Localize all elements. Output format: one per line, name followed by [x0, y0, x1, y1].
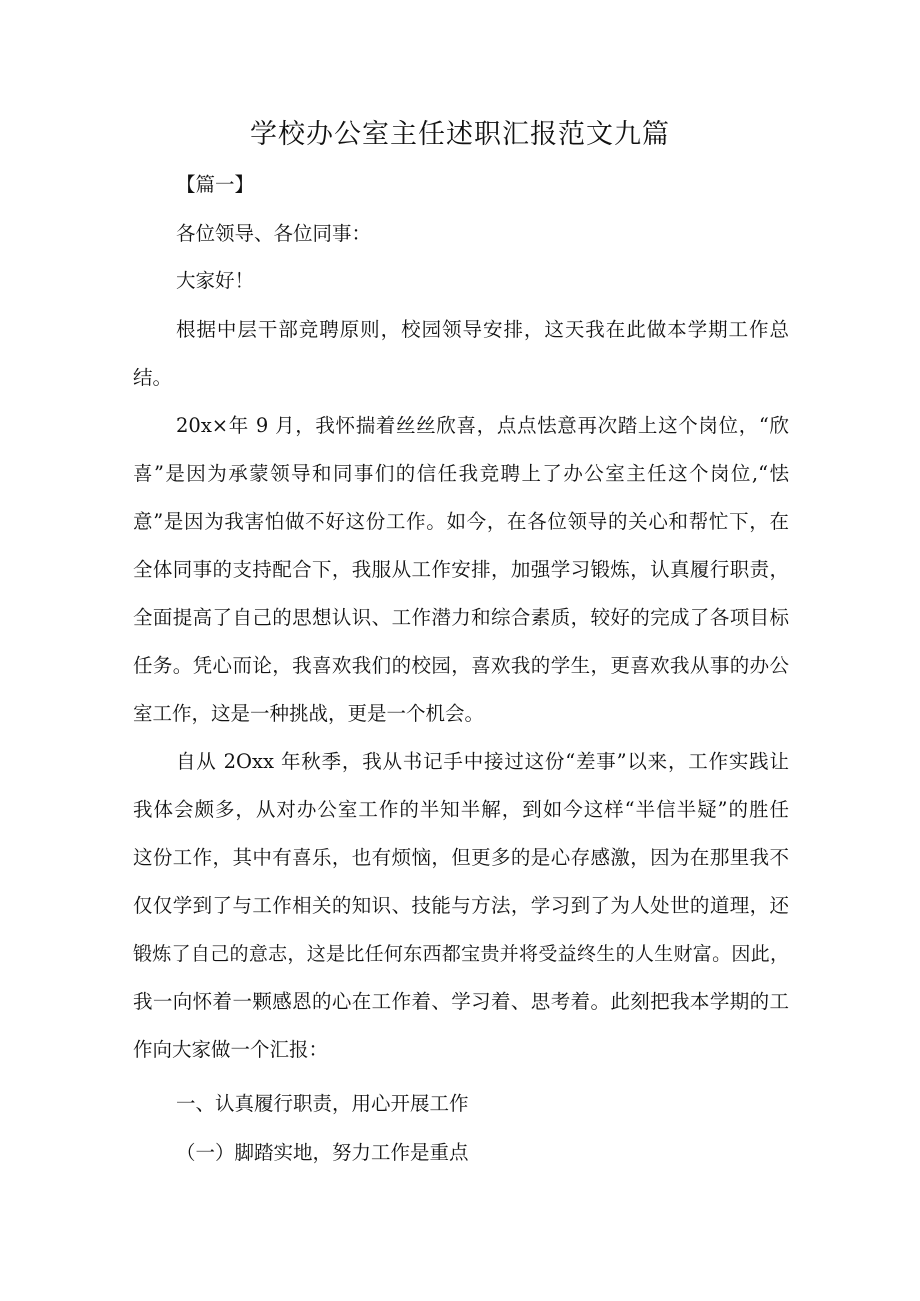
section-marker: 【篇一】: [176, 173, 255, 196]
para2-line2: 喜”是因为承蒙领导和同事们的信任我竞聘上了办公室主任这个岗位,“怯: [133, 462, 789, 485]
subsection-heading: （一）脚踏实地，努力工作是重点: [176, 1141, 469, 1164]
greeting: 大家好！: [176, 269, 255, 292]
para3-line3: 这份工作，其中有喜乐，也有烦恼，但更多的是心存感激，因为在那里我不: [133, 846, 789, 869]
para2-line7: 室工作，这是一种挑战，更是一个机会。: [133, 702, 485, 725]
para3-line4: 仅仅学到了与工作相关的知识、技能与方法，学习到了为人处世的道理，还: [133, 894, 789, 917]
section-heading: 一、认真履行职责，用心开展工作: [176, 1092, 469, 1115]
para1-line1: 根据中层干部竞聘原则，校园领导安排，这天我在此做本学期工作总: [176, 318, 789, 341]
para3-line5: 锻炼了自己的意志，这是比任何东西都宝贵并将受益终生的人生财富。因此，: [133, 943, 789, 965]
para2-line3: 意”是因为我害怕做不好这份工作。如今，在各位领导的关心和帮忙下，在: [133, 510, 789, 533]
para2-line1: 20x×年 9 月，我怀揣着丝丝欣喜，点点怯意再次踏上这个岗位，“欣: [176, 414, 789, 437]
para1-line2: 结。: [133, 366, 173, 389]
para3-line7: 作向大家做一个汇报：: [133, 1038, 329, 1061]
para2-line5: 全面提高了自己的思想认识、工作潜力和综合素质，较好的完成了各项目标: [133, 606, 789, 629]
para3-line1: 自从 2Oxx 年秋季，我从书记手中接过这份“差事”以来，工作实践让: [176, 750, 789, 773]
para3-line2: 我体会颇多，从对办公室工作的半知半解，到如今这样“半信半疑”的胜任: [133, 798, 789, 821]
document-title: 学校办公室主任述职汇报范文九篇: [250, 119, 670, 150]
para3-line6: 我一向怀着一颗感恩的心在工作着、学习着、思考着。此刻把我本学期的工: [133, 990, 789, 1013]
salutation: 各位领导、各位同事：: [176, 222, 372, 245]
para2-line6: 任务。凭心而论，我喜欢我们的校园，喜欢我的学生，更喜欢我从事的办公: [133, 654, 789, 677]
para2-line4: 全体同事的支持配合下，我服从工作安排，加强学习锻炼，认真履行职责，: [133, 558, 789, 581]
